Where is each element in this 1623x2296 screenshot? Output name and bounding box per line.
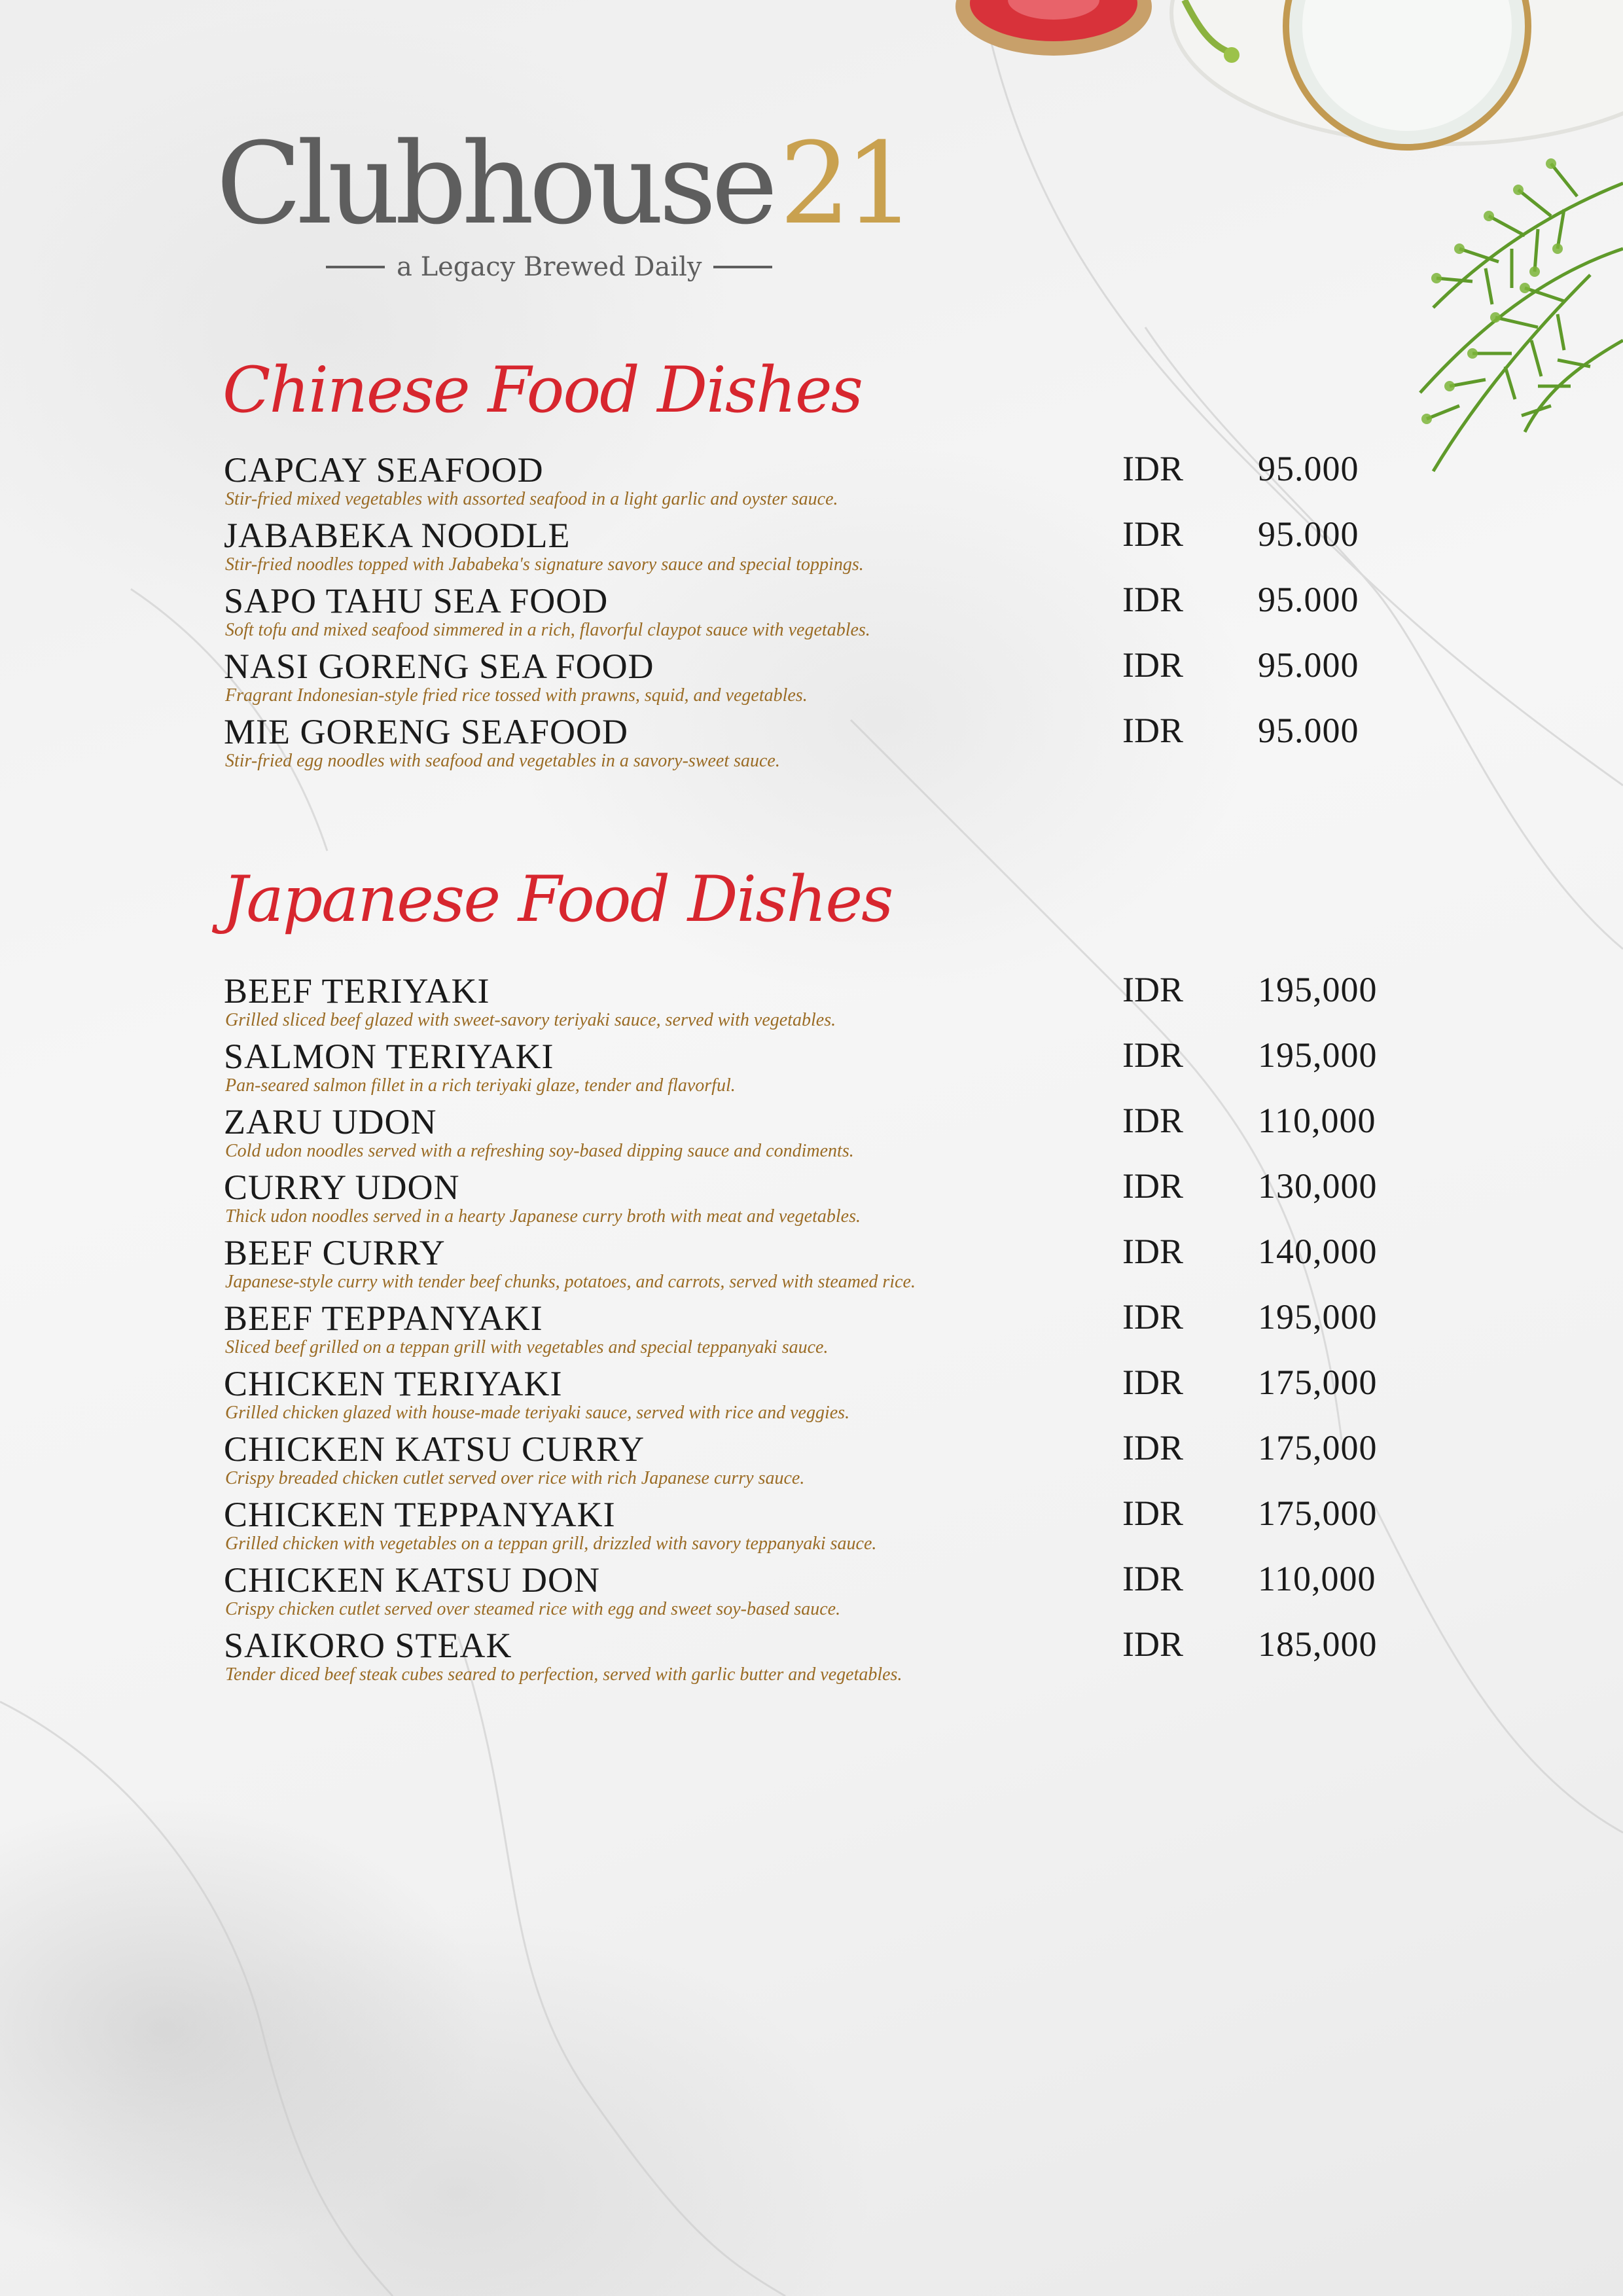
menu-item-name: CHICKEN TERIYAKI <box>224 1364 563 1403</box>
menu-item <box>224 1166 1402 1232</box>
menu-item-description: Stir-fried mixed vegetables with assorted seafood in a light garlic and oyster sauce. <box>225 489 838 509</box>
brand-logo <box>216 118 910 282</box>
tagline-rule-left <box>326 266 385 268</box>
menu-item-name: ZARU UDON <box>224 1102 437 1141</box>
menu-item-name: BEEF TERIYAKI <box>224 971 490 1011</box>
menu-item-description: Fragrant Indonesian-style fried rice tossed with prawns, squid, and vegetables. <box>225 685 808 706</box>
menu-item-description: Grilled sliced beef glazed with sweet-savory teriyaki sauce, served with vegetables. <box>225 1010 836 1030</box>
menu-list-chinese <box>224 449 1402 776</box>
menu-item <box>224 514 1402 580</box>
menu-item-currency: IDR <box>1122 514 1183 554</box>
brand-tagline: a Legacy Brewed Daily <box>397 252 702 282</box>
menu-item <box>224 711 1402 776</box>
menu-item-description: Soft tofu and mixed seafood simmered in a rich, flavorful claypot sauce with vegetables. <box>225 620 870 640</box>
tagline-row <box>326 252 772 282</box>
menu-item-currency: IDR <box>1122 1428 1183 1467</box>
menu-item-currency: IDR <box>1122 1624 1183 1664</box>
menu-item-name: CURRY UDON <box>224 1168 460 1207</box>
menu-item-price: 175,000 <box>1258 1494 1378 1533</box>
menu-item-name: BEEF TEPPANYAKI <box>224 1299 543 1338</box>
menu-item <box>224 1428 1402 1494</box>
menu-item-description: Stir-fried egg noodles with seafood and vegetables in a savory-sweet sauce. <box>225 751 780 771</box>
menu-item-price: 195,000 <box>1258 1035 1378 1075</box>
menu-item-price: 175,000 <box>1258 1428 1378 1467</box>
menu-item-description: Tender diced beef steak cubes seared to perfection, served with garlic butter and vegetables. <box>225 1664 902 1685</box>
menu-item-description: Grilled chicken with vegetables on a teppan grill, drizzled with savory teppanyaki sauce. <box>225 1534 877 1554</box>
menu-item-price: 95.000 <box>1258 514 1359 554</box>
menu-item-currency: IDR <box>1122 1363 1183 1402</box>
dill-leaves <box>1420 164 1623 471</box>
menu-item-currency: IDR <box>1122 1232 1183 1271</box>
menu-item-currency: IDR <box>1122 1494 1183 1533</box>
menu-item <box>224 449 1402 514</box>
menu-item-currency: IDR <box>1122 1035 1183 1075</box>
menu-item-price: 95.000 <box>1258 645 1359 685</box>
menu-item-name: SAPO TAHU SEA FOOD <box>224 581 609 620</box>
menu-item <box>224 1559 1402 1624</box>
menu-item-currency: IDR <box>1122 1297 1183 1336</box>
menu-item <box>224 1363 1402 1428</box>
menu-item-description: Thick udon noodles served in a hearty Japanese curry broth with meat and vegetables. <box>225 1206 861 1227</box>
menu-item-description: Pan-seared salmon fillet in a rich teriyaki glaze, tender and flavorful. <box>225 1075 736 1096</box>
menu-item-price: 95.000 <box>1258 449 1359 488</box>
menu-list-japanese <box>224 970 1402 1690</box>
menu-item-currency: IDR <box>1122 1559 1183 1598</box>
tagline-rule-right <box>713 266 772 268</box>
menu-item-description: Stir-fried noodles topped with Jababeka's signature savory sauce and special toppings. <box>225 554 864 575</box>
menu-item-price: 140,000 <box>1258 1232 1378 1271</box>
menu-item-name: CHICKEN TEPPANYAKI <box>224 1495 616 1534</box>
menu-item-price: 185,000 <box>1258 1624 1378 1664</box>
menu-item <box>224 1101 1402 1166</box>
menu-item-currency: IDR <box>1122 1166 1183 1206</box>
menu-item <box>224 1624 1402 1690</box>
menu-item-description: Crispy chicken cutlet served over steamed rice with egg and sweet soy-based sauce. <box>225 1599 841 1619</box>
menu-item-currency: IDR <box>1122 645 1183 685</box>
menu-item <box>224 1494 1402 1559</box>
menu-item-currency: IDR <box>1122 449 1183 488</box>
menu-item-name: CAPCAY SEAFOOD <box>224 450 544 490</box>
menu-item-price: 110,000 <box>1258 1559 1376 1598</box>
menu-item-name: CHICKEN KATSU DON <box>224 1560 601 1600</box>
menu-item-currency: IDR <box>1122 711 1183 750</box>
menu-item-currency: IDR <box>1122 580 1183 619</box>
menu-item-name: BEEF CURRY <box>224 1233 446 1272</box>
menu-item-description: Sliced beef grilled on a teppan grill with vegetables and special teppanyaki sauce. <box>225 1337 829 1357</box>
menu-item-price: 175,000 <box>1258 1363 1378 1402</box>
menu-item-name: SALMON TERIYAKI <box>224 1037 554 1076</box>
menu-item-price: 130,000 <box>1258 1166 1378 1206</box>
menu-item-price: 195,000 <box>1258 1297 1378 1336</box>
brand-number: 21 <box>779 118 910 249</box>
menu-item-name: JABABEKA NOODLE <box>224 516 571 555</box>
brand-name: Clubhouse <box>216 118 773 249</box>
menu-item <box>224 1035 1402 1101</box>
food-decoration-image <box>936 0 1623 511</box>
menu-item-description: Japanese-style curry with tender beef chunks, potatoes, and carrots, served with steamed rice. <box>225 1272 916 1292</box>
menu-item-description: Crispy breaded chicken cutlet served over rice with rich Japanese curry sauce. <box>225 1468 805 1488</box>
menu-item-name: NASI GORENG SEA FOOD <box>224 647 654 686</box>
section-title-japanese: Japanese Food Dishes <box>223 863 893 936</box>
menu-item-name: CHICKEN KATSU CURRY <box>224 1429 645 1469</box>
menu-item-price: 110,000 <box>1258 1101 1376 1140</box>
menu-item-price: 195,000 <box>1258 970 1378 1009</box>
menu-item <box>224 1232 1402 1297</box>
menu-item <box>224 645 1402 711</box>
menu-item <box>224 970 1402 1035</box>
menu-item <box>224 1297 1402 1363</box>
section-title-chinese: Chinese Food Dishes <box>223 353 862 427</box>
menu-item-description: Grilled chicken glazed with house-made teriyaki sauce, served with rice and veggies. <box>225 1403 850 1423</box>
menu-item-price: 95.000 <box>1258 711 1359 750</box>
menu-item-name: MIE GORENG SEAFOOD <box>224 712 629 751</box>
menu-item-description: Cold udon noodles served with a refreshing soy-based dipping sauce and condiments. <box>225 1141 854 1161</box>
menu-item-currency: IDR <box>1122 970 1183 1009</box>
menu-item-currency: IDR <box>1122 1101 1183 1140</box>
menu-item <box>224 580 1402 645</box>
menu-item-name: SAIKORO STEAK <box>224 1626 512 1665</box>
menu-item-price: 95.000 <box>1258 580 1359 619</box>
